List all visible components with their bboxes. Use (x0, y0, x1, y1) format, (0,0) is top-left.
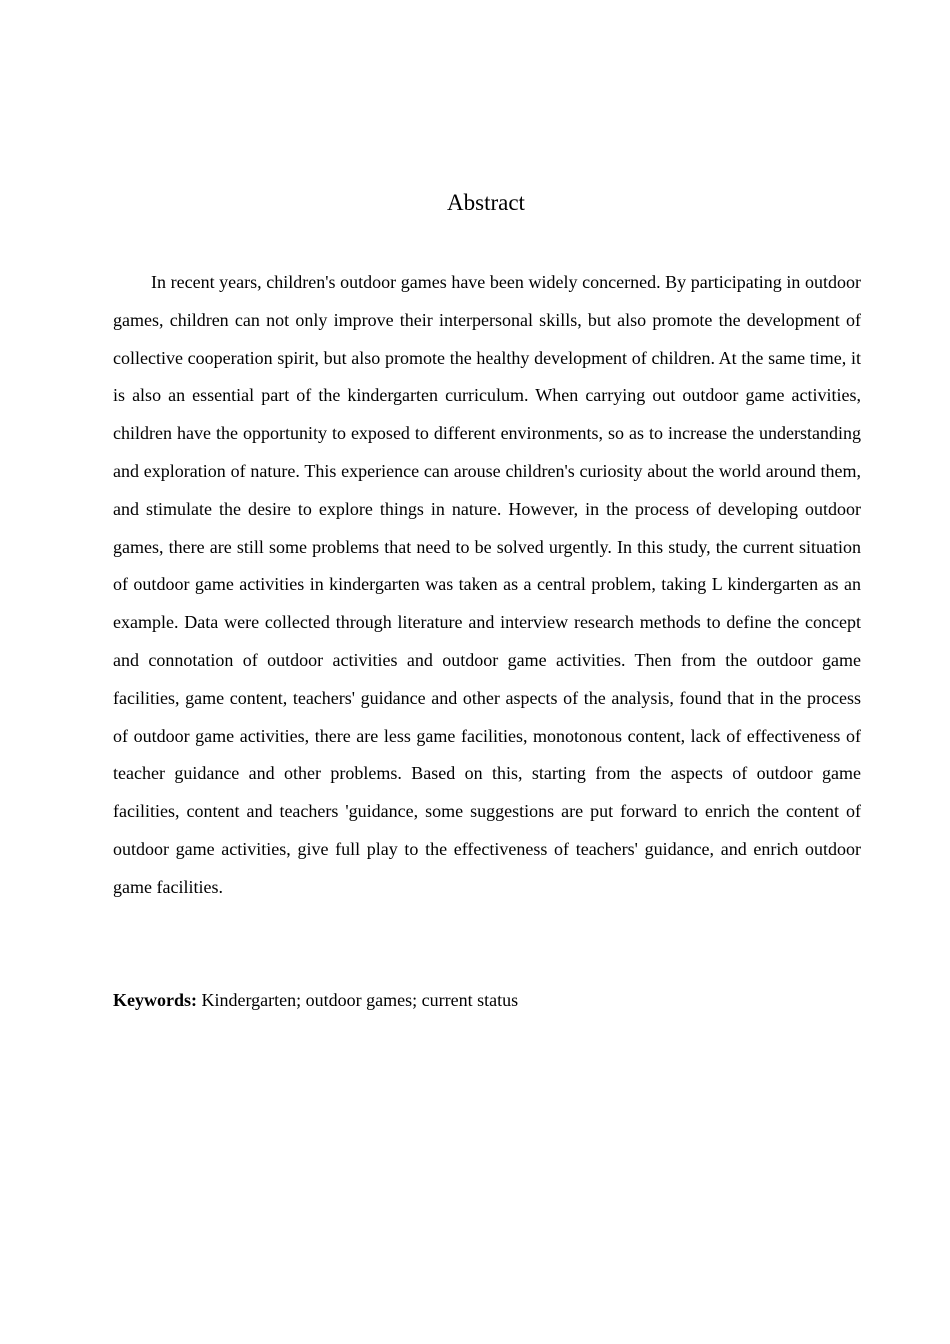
keywords-line (113, 986, 861, 1014)
abstract-paragraph: In recent years, children's outdoor games have been widely concerned. By participating in outdoor games, children can not only improve their interpersonal skills, but also promote the development of collective cooperation spirit, but also promote the healthy development of children. At the same time, it is also an essential part of the kindergarten curriculum. When carrying out outdoor game activities, children have the opportunity to exposed to different environments, so as to increase the understanding and exploration of nature. This experience can arouse children's curiosity about the world around them, and stimulate the desire to explore things in nature. However, in the process of developing outdoor games, there are still some problems that need to be solved urgently. In this study, the current situation of outdoor game activities in kindergarten was taken as a central problem, taking L kindergarten as an example. Data were collected through literature and interview research methods to define the concept and connotation of outdoor activities and outdoor game activities. Then from the outdoor game facilities, game content, teachers' guidance and other aspects of the analysis, found that in the process of outdoor game activities, there are less game facilities, monotonous content, lack of effectiveness of teacher guidance and other problems. Based on this, starting from the aspects of outdoor game facilities, content and teachers 'guidance, some suggestions are put forward to enrich the content of outdoor game activities, give full play to the effectiveness of teachers' guidance, and enrich outdoor game facilities. (113, 272, 861, 897)
page-title: Abstract (447, 190, 525, 215)
keywords-value: Kindergarten; outdoor games; current status (201, 990, 519, 1010)
keywords-label: Keywords: (113, 990, 197, 1010)
